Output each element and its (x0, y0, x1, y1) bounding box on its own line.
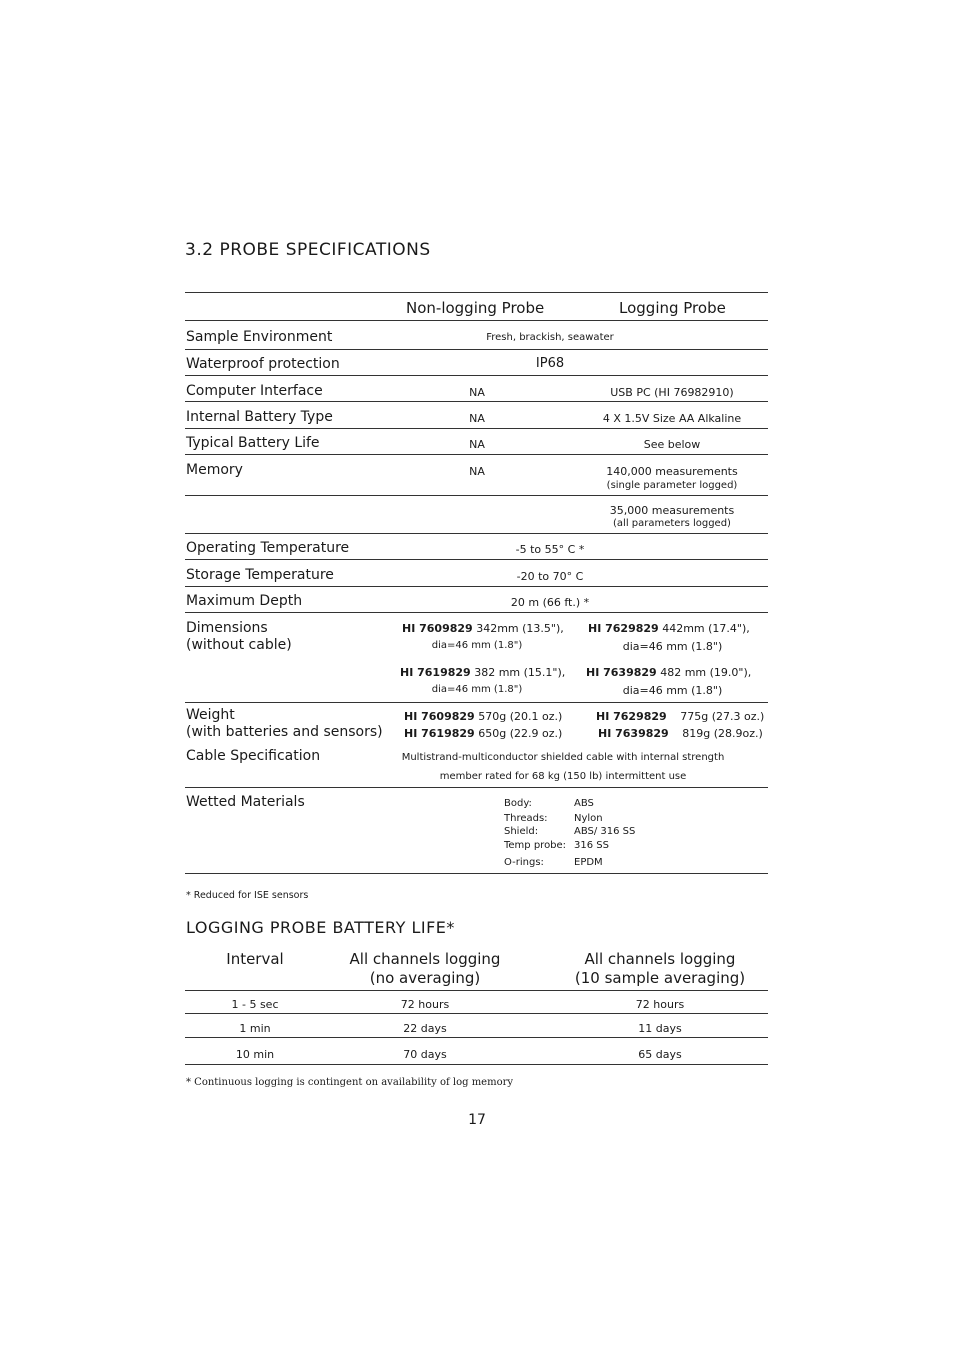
model-number: HI 7639829 (598, 727, 669, 740)
header-no-averaging-1: All channels logging (349, 950, 501, 968)
weight-value: 570g (20.1 oz.) (478, 710, 563, 723)
row-rule (185, 401, 768, 402)
material-key: Shield: (504, 826, 539, 837)
battery-bottom-rule (185, 1064, 768, 1065)
material-key: Temp probe: (504, 840, 567, 851)
row-rule (185, 428, 768, 429)
no-avg-cell: 70 days (403, 1048, 447, 1061)
section-title: 3.2 PROBE SPECIFICATIONS (185, 240, 431, 260)
logging-note: (single parameter logged) (606, 480, 738, 491)
row-rule (185, 787, 768, 788)
logging-note: (all parameters logged) (613, 518, 731, 529)
model-number: HI 7609829 (402, 622, 473, 635)
material-key: O-rings: (504, 857, 544, 868)
battery-section-title: LOGGING PROBE BATTERY LIFE* (186, 918, 455, 937)
diameter-value: dia=46 mm (1.8") (622, 684, 723, 697)
row-label: Sample Environment (186, 329, 333, 345)
row-label: Wetted Materials (186, 794, 305, 810)
table-top-rule (185, 292, 768, 293)
row-rule (185, 533, 768, 534)
row-rule (185, 495, 768, 496)
model-number: HI 7619829 (400, 666, 471, 679)
dimension-entry (400, 666, 565, 679)
weight-entry (404, 727, 562, 740)
interval-cell: 10 min (235, 1048, 275, 1061)
dimension-entry (402, 622, 564, 635)
table-bottom-rule (185, 873, 768, 874)
material-value: EPDM (574, 857, 603, 868)
material-value: ABS (574, 798, 594, 809)
avg-cell: 11 days (638, 1022, 682, 1035)
logging-value: 140,000 measurements (606, 465, 738, 478)
no-avg-cell: 22 days (403, 1022, 447, 1035)
non-logging-value: NA (469, 386, 485, 399)
logging-value: See below (643, 438, 701, 451)
footnote-log-memory: * Continuous logging is contingent on availability of log memory (186, 1077, 514, 1088)
model-number: HI 7619829 (404, 727, 475, 740)
model-number: HI 7639829 (586, 666, 657, 679)
length-value: 382 mm (15.1"), (474, 666, 566, 679)
row-label: Memory (186, 462, 243, 478)
interval-cell: 1 min (239, 1022, 271, 1035)
row-rule (185, 375, 768, 376)
row-label: Dimensions (186, 620, 268, 636)
material-value: Nylon (574, 813, 603, 824)
non-logging-value: NA (469, 465, 485, 478)
header-non-logging: Non-logging Probe (406, 299, 545, 317)
row-sublabel: (with batteries and sensors) (186, 724, 383, 740)
row-value: 20 m (66 ft.) * (510, 596, 590, 609)
row-rule (185, 612, 768, 613)
diameter-value: dia=46 mm (1.8") (431, 640, 523, 651)
header-no-averaging-2: (no averaging) (369, 969, 481, 987)
row-rule (185, 320, 768, 321)
material-key: Threads: (504, 813, 548, 824)
model-number: HI 7629829 (596, 710, 667, 723)
model-number: HI 7629829 (588, 622, 659, 635)
row-rule (185, 702, 768, 703)
header-logging: Logging Probe (619, 299, 726, 317)
logging-value: 35,000 measurements (609, 504, 735, 517)
row-value: -5 to 55° C * (515, 543, 585, 556)
dimension-entry (586, 666, 751, 679)
row-rule (185, 586, 768, 587)
header-averaging-1: All channels logging (584, 950, 736, 968)
row-rule (185, 1013, 768, 1014)
weight-entry (596, 710, 764, 723)
cable-line: member rated for 68 kg (150 lb) intermittent use (439, 771, 687, 782)
row-rule (185, 454, 768, 455)
model-number: HI 7609829 (404, 710, 475, 723)
length-value: 342mm (13.5"), (476, 622, 564, 635)
row-label: Computer Interface (186, 383, 323, 399)
logging-value: USB PC (HI 76982910) (610, 386, 734, 399)
row-label: Operating Temperature (186, 540, 350, 556)
row-value: -20 to 70° C (516, 570, 584, 583)
avg-cell: 65 days (638, 1048, 682, 1061)
weight-value: 650g (22.9 oz.) (478, 727, 563, 740)
no-avg-cell: 72 hours (400, 998, 450, 1011)
weight-entry (598, 727, 763, 740)
length-value: 442mm (17.4"), (662, 622, 750, 635)
footnote-ise: * Reduced for ISE sensors (186, 890, 309, 901)
row-value: Fresh, brackish, seawater (486, 332, 614, 343)
length-value: 482 mm (19.0"), (660, 666, 752, 679)
row-label: Weight (186, 707, 235, 723)
row-sublabel: (without cable) (186, 637, 292, 653)
row-rule (185, 1037, 768, 1038)
non-logging-value: NA (469, 412, 485, 425)
row-value: IP68 (535, 356, 565, 371)
row-label: Cable Specification (186, 748, 321, 764)
battery-header-rule (185, 990, 768, 991)
row-label: Typical Battery Life (186, 435, 320, 451)
weight-entry (404, 710, 562, 723)
row-rule (185, 559, 768, 560)
row-rule (185, 349, 768, 350)
avg-cell: 72 hours (635, 998, 685, 1011)
diameter-value: dia=46 mm (1.8") (622, 640, 723, 653)
cable-line: Multistrand-multiconductor shielded cable with internal strength (401, 752, 725, 763)
non-logging-value: NA (469, 438, 485, 451)
material-key: Body: (504, 798, 532, 809)
weight-value: 775g (27.3 oz.) (680, 710, 765, 723)
logging-value: 4 X 1.5V Size AA Alkaline (602, 412, 742, 425)
header-averaging-2: (10 sample averaging) (574, 969, 746, 987)
page-number: 17 (468, 1112, 486, 1128)
material-value: 316 SS (574, 840, 609, 851)
weight-value: 819g (28.9oz.) (682, 727, 763, 740)
row-label: Storage Temperature (186, 567, 334, 583)
material-value: ABS/ 316 SS (574, 826, 636, 837)
interval-cell: 1 - 5 sec (231, 998, 279, 1011)
dimension-entry (588, 622, 750, 635)
diameter-value: dia=46 mm (1.8") (431, 684, 523, 695)
row-label: Internal Battery Type (186, 409, 333, 425)
row-label: Maximum Depth (186, 593, 303, 609)
row-label: Waterproof protection (186, 356, 340, 372)
header-interval: Interval (226, 950, 284, 968)
